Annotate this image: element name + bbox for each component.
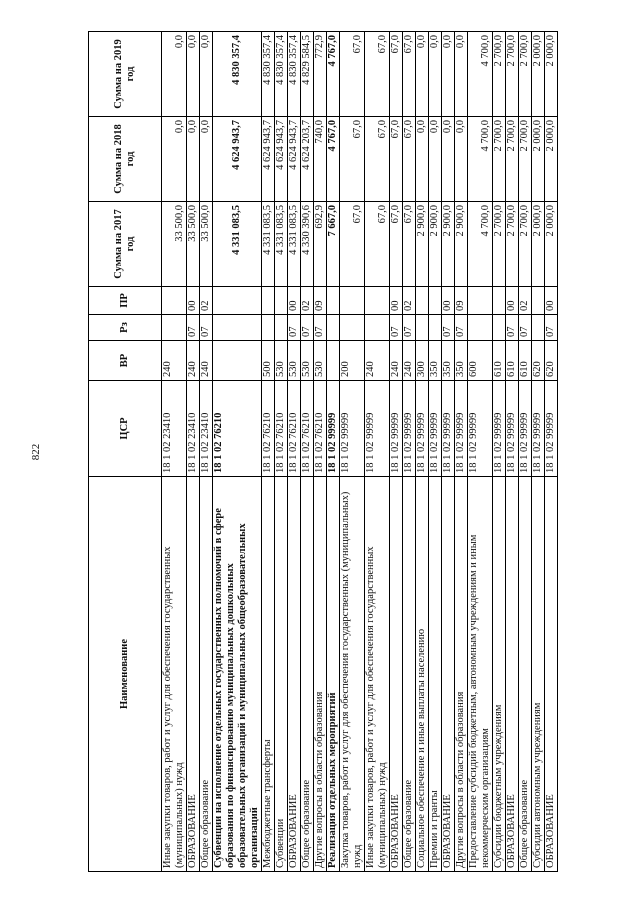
cell-2019: 67,0 xyxy=(390,32,403,117)
cell-vr: 500 xyxy=(262,341,275,381)
header-2017: Сумма на 2017 год xyxy=(89,202,162,287)
cell-vr: 610 xyxy=(519,341,532,381)
cell-csr: 18 1 02 23410 xyxy=(187,381,200,477)
cell-name: Общее образование xyxy=(403,477,416,872)
table-body xyxy=(162,32,558,872)
cell-rz: 07 xyxy=(442,315,455,341)
cell-2019: 67,0 xyxy=(365,32,390,117)
cell-2018: 4 767,0 xyxy=(327,117,340,202)
cell-2017: 2 900,0 xyxy=(429,202,442,287)
cell-rz xyxy=(468,315,493,341)
cell-csr: 18 1 02 99999 xyxy=(442,381,455,477)
cell-rz: 07 xyxy=(301,315,314,341)
cell-2018: 4 624 943,7 xyxy=(213,117,262,202)
cell-csr: 18 1 02 99999 xyxy=(455,381,468,477)
cell-name: Другие вопросы в области образования xyxy=(455,477,468,872)
cell-name: Общее образование xyxy=(519,477,532,872)
cell-rz: 07 xyxy=(403,315,416,341)
cell-csr: 18 1 02 99999 xyxy=(545,381,558,477)
cell-pr xyxy=(327,287,340,315)
cell-2018: 4 624 203,7 xyxy=(301,117,314,202)
cell-csr: 18 1 02 76210 xyxy=(301,381,314,477)
header-name: Наименование xyxy=(89,477,162,872)
cell-csr: 18 1 02 76210 xyxy=(213,381,262,477)
cell-rz xyxy=(532,315,545,341)
cell-2019: 0,0 xyxy=(187,32,200,117)
cell-2018: 4 624 943,7 xyxy=(275,117,288,202)
cell-2019: 0,0 xyxy=(429,32,442,117)
table-row xyxy=(327,32,340,872)
cell-name: Субсидии бюджетным учреждениям xyxy=(493,477,506,872)
cell-rz xyxy=(327,315,340,341)
cell-2018: 67,0 xyxy=(390,117,403,202)
cell-csr: 18 1 02 99999 xyxy=(532,381,545,477)
table-row xyxy=(532,32,545,872)
header-2019: Сумма на 2019 год xyxy=(89,32,162,117)
cell-pr: 00 xyxy=(442,287,455,315)
cell-pr: 02 xyxy=(301,287,314,315)
cell-2017: 33 500,0 xyxy=(187,202,200,287)
cell-pr xyxy=(493,287,506,315)
cell-vr: 530 xyxy=(301,341,314,381)
table-row xyxy=(275,32,288,872)
cell-2018: 2 000,0 xyxy=(545,117,558,202)
cell-2017: 4 331 083,5 xyxy=(275,202,288,287)
cell-pr: 00 xyxy=(390,287,403,315)
cell-pr: 09 xyxy=(455,287,468,315)
cell-name: Реализация отдельных мероприятий xyxy=(327,477,340,872)
cell-2017: 2 700,0 xyxy=(506,202,519,287)
cell-2019: 2 700,0 xyxy=(519,32,532,117)
cell-csr: 18 1 02 99999 xyxy=(416,381,429,477)
cell-rz xyxy=(275,315,288,341)
cell-rz: 07 xyxy=(200,315,213,341)
table-row xyxy=(429,32,442,872)
cell-name: ОБРАЗОВАНИЕ xyxy=(288,477,301,872)
table-row xyxy=(416,32,429,872)
budget-table xyxy=(88,31,558,872)
cell-pr xyxy=(429,287,442,315)
header-2018: Сумма на 2018 год xyxy=(89,117,162,202)
cell-rz: 07 xyxy=(519,315,532,341)
cell-2018: 740,0 xyxy=(314,117,327,202)
cell-2017: 4 331 083,5 xyxy=(262,202,275,287)
cell-csr: 18 1 02 76210 xyxy=(262,381,275,477)
cell-2019: 67,0 xyxy=(403,32,416,117)
cell-rz: 07 xyxy=(506,315,519,341)
cell-rz: 07 xyxy=(455,315,468,341)
cell-pr xyxy=(416,287,429,315)
header-rz: Рз xyxy=(89,315,162,341)
cell-vr: 610 xyxy=(493,341,506,381)
cell-2018: 2 700,0 xyxy=(493,117,506,202)
table-header-row xyxy=(89,32,162,872)
cell-2018: 0,0 xyxy=(200,117,213,202)
table-row xyxy=(262,32,275,872)
cell-pr: 02 xyxy=(519,287,532,315)
table-row xyxy=(213,32,262,872)
cell-pr: 02 xyxy=(200,287,213,315)
cell-name: Предоставление субсидий бюджетным, автономным учреждениям и иным некоммерческим организациям xyxy=(468,477,493,872)
cell-vr: 200 xyxy=(340,341,365,381)
cell-name: Закупка товаров, работ и услуг для обеспечения государственных (муниципальных) нужд xyxy=(340,477,365,872)
cell-name: Субвенции xyxy=(275,477,288,872)
cell-pr xyxy=(468,287,493,315)
cell-2018: 4 624 943,7 xyxy=(288,117,301,202)
table-row xyxy=(314,32,327,872)
cell-vr: 240 xyxy=(403,341,416,381)
table-row xyxy=(162,32,187,872)
cell-2017: 67,0 xyxy=(365,202,390,287)
cell-rz xyxy=(262,315,275,341)
table-row xyxy=(390,32,403,872)
cell-csr: 18 1 02 76210 xyxy=(288,381,301,477)
cell-csr: 18 1 02 99999 xyxy=(390,381,403,477)
cell-2018: 67,0 xyxy=(403,117,416,202)
cell-2018: 67,0 xyxy=(340,117,365,202)
cell-name: Иные закупки товаров, работ и услуг для обеспечения государственных (муниципальных) нужд xyxy=(162,477,187,872)
cell-2017: 4 331 083,5 xyxy=(213,202,262,287)
cell-vr: 600 xyxy=(468,341,493,381)
cell-2017: 7 667,0 xyxy=(327,202,340,287)
cell-name: ОБРАЗОВАНИЕ xyxy=(442,477,455,872)
cell-pr xyxy=(532,287,545,315)
cell-pr xyxy=(340,287,365,315)
cell-vr: 350 xyxy=(455,341,468,381)
cell-2017: 692,9 xyxy=(314,202,327,287)
cell-pr: 00 xyxy=(288,287,301,315)
cell-2019: 4 829 584,5 xyxy=(301,32,314,117)
cell-vr: 350 xyxy=(442,341,455,381)
cell-vr: 240 xyxy=(162,341,187,381)
cell-2019: 2 000,0 xyxy=(532,32,545,117)
cell-2019: 4 830 357,4 xyxy=(275,32,288,117)
cell-2019: 4 830 357,4 xyxy=(262,32,275,117)
cell-csr: 18 1 02 99999 xyxy=(429,381,442,477)
cell-2018: 0,0 xyxy=(416,117,429,202)
cell-2019: 0,0 xyxy=(200,32,213,117)
cell-2019: 67,0 xyxy=(340,32,365,117)
cell-name: Субсидии автономным учреждениям xyxy=(532,477,545,872)
cell-vr: 240 xyxy=(390,341,403,381)
cell-name: Субвенции на исполнение отдельных государственных полномочий в сфере образования по финансированию муниципальных дошкольных образовательных организаций и муниципальных общеобразовательных организаций xyxy=(213,477,262,872)
cell-2018: 0,0 xyxy=(187,117,200,202)
cell-name: Иные закупки товаров, работ и услуг для обеспечения государственных (муниципальных) нужд xyxy=(365,477,390,872)
cell-vr: 530 xyxy=(288,341,301,381)
cell-name: Другие вопросы в области образования xyxy=(314,477,327,872)
cell-name: Общее образование xyxy=(200,477,213,872)
cell-rz: 07 xyxy=(545,315,558,341)
cell-pr xyxy=(162,287,187,315)
cell-csr: 18 1 02 99999 xyxy=(519,381,532,477)
page-number: 822 xyxy=(30,443,42,461)
cell-vr xyxy=(327,341,340,381)
table-row xyxy=(340,32,365,872)
cell-name: ОБРАЗОВАНИЕ xyxy=(506,477,519,872)
cell-2017: 2 900,0 xyxy=(416,202,429,287)
cell-2019: 2 700,0 xyxy=(506,32,519,117)
cell-vr: 620 xyxy=(545,341,558,381)
cell-2018: 0,0 xyxy=(429,117,442,202)
cell-rz xyxy=(493,315,506,341)
cell-2018: 4 700,0 xyxy=(468,117,493,202)
table-row xyxy=(506,32,519,872)
cell-vr: 240 xyxy=(365,341,390,381)
cell-2017: 2 700,0 xyxy=(493,202,506,287)
cell-2018: 2 700,0 xyxy=(506,117,519,202)
cell-rz xyxy=(162,315,187,341)
cell-csr: 18 1 02 76210 xyxy=(275,381,288,477)
table-row xyxy=(519,32,532,872)
cell-2017: 33 500,0 xyxy=(200,202,213,287)
cell-2019: 0,0 xyxy=(455,32,468,117)
table-row xyxy=(468,32,493,872)
cell-pr xyxy=(275,287,288,315)
cell-2017: 2 000,0 xyxy=(532,202,545,287)
table-row xyxy=(187,32,200,872)
header-csr: ЦСР xyxy=(89,381,162,477)
cell-2017: 4 330 390,6 xyxy=(301,202,314,287)
cell-2017: 2 000,0 xyxy=(545,202,558,287)
cell-rz xyxy=(429,315,442,341)
cell-pr: 00 xyxy=(187,287,200,315)
cell-csr: 18 1 02 99999 xyxy=(365,381,390,477)
cell-vr: 240 xyxy=(187,341,200,381)
cell-2017: 33 500,0 xyxy=(162,202,187,287)
table-row xyxy=(493,32,506,872)
cell-2019: 4 700,0 xyxy=(468,32,493,117)
cell-csr: 18 1 02 99999 xyxy=(327,381,340,477)
cell-2018: 67,0 xyxy=(365,117,390,202)
cell-pr xyxy=(262,287,275,315)
cell-vr xyxy=(213,341,262,381)
cell-2019: 2 000,0 xyxy=(545,32,558,117)
cell-rz: 07 xyxy=(390,315,403,341)
cell-name: Премии и гранты xyxy=(429,477,442,872)
header-pr: ПР xyxy=(89,287,162,315)
cell-2017: 2 700,0 xyxy=(519,202,532,287)
budget-table-container xyxy=(88,32,636,872)
cell-pr: 02 xyxy=(403,287,416,315)
cell-pr: 00 xyxy=(506,287,519,315)
cell-2018: 0,0 xyxy=(162,117,187,202)
table-row xyxy=(288,32,301,872)
cell-2018: 4 624 943,7 xyxy=(262,117,275,202)
cell-2017: 4 700,0 xyxy=(468,202,493,287)
cell-rz xyxy=(365,315,390,341)
cell-name: Межбюджетные трансферты xyxy=(262,477,275,872)
cell-2019: 4 767,0 xyxy=(327,32,340,117)
cell-2019: 4 830 357,4 xyxy=(213,32,262,117)
table-row xyxy=(455,32,468,872)
cell-csr: 18 1 02 23410 xyxy=(162,381,187,477)
cell-vr: 240 xyxy=(200,341,213,381)
cell-2019: 0,0 xyxy=(162,32,187,117)
cell-pr: 09 xyxy=(314,287,327,315)
cell-pr xyxy=(213,287,262,315)
cell-csr: 18 1 02 99999 xyxy=(506,381,519,477)
table-row xyxy=(403,32,416,872)
cell-2018: 0,0 xyxy=(455,117,468,202)
cell-2017: 2 900,0 xyxy=(442,202,455,287)
table-row xyxy=(545,32,558,872)
cell-2018: 2 000,0 xyxy=(532,117,545,202)
cell-2017: 2 900,0 xyxy=(455,202,468,287)
cell-2019: 0,0 xyxy=(442,32,455,117)
cell-vr: 350 xyxy=(429,341,442,381)
cell-2019: 4 830 357,4 xyxy=(288,32,301,117)
cell-csr: 18 1 02 76210 xyxy=(314,381,327,477)
cell-2017: 67,0 xyxy=(390,202,403,287)
table-row xyxy=(301,32,314,872)
cell-2019: 772,9 xyxy=(314,32,327,117)
cell-rz: 07 xyxy=(187,315,200,341)
cell-2018: 2 700,0 xyxy=(519,117,532,202)
cell-csr: 18 1 02 99999 xyxy=(493,381,506,477)
cell-rz xyxy=(340,315,365,341)
cell-csr: 18 1 02 99999 xyxy=(468,381,493,477)
cell-2019: 2 700,0 xyxy=(493,32,506,117)
cell-vr: 530 xyxy=(275,341,288,381)
cell-name: Социальное обеспечение и иные выплаты населению xyxy=(416,477,429,872)
cell-csr: 18 1 02 23410 xyxy=(200,381,213,477)
cell-rz: 07 xyxy=(288,315,301,341)
cell-2017: 4 331 083,5 xyxy=(288,202,301,287)
cell-name: Общее образование xyxy=(301,477,314,872)
cell-name: ОБРАЗОВАНИЕ xyxy=(187,477,200,872)
cell-2018: 0,0 xyxy=(442,117,455,202)
table-row xyxy=(200,32,213,872)
cell-csr: 18 1 02 99999 xyxy=(403,381,416,477)
cell-csr: 18 1 02 99999 xyxy=(340,381,365,477)
cell-rz xyxy=(213,315,262,341)
cell-vr: 300 xyxy=(416,341,429,381)
cell-vr: 620 xyxy=(532,341,545,381)
cell-name: ОБРАЗОВАНИЕ xyxy=(390,477,403,872)
cell-rz xyxy=(416,315,429,341)
table-row xyxy=(442,32,455,872)
cell-2019: 0,0 xyxy=(416,32,429,117)
cell-vr: 530 xyxy=(314,341,327,381)
cell-2017: 67,0 xyxy=(340,202,365,287)
cell-2017: 67,0 xyxy=(403,202,416,287)
cell-pr: 00 xyxy=(545,287,558,315)
table-row xyxy=(365,32,390,872)
header-vr: ВР xyxy=(89,341,162,381)
cell-pr xyxy=(365,287,390,315)
cell-name: ОБРАЗОВАНИЕ xyxy=(545,477,558,872)
cell-vr: 610 xyxy=(506,341,519,381)
cell-rz: 07 xyxy=(314,315,327,341)
